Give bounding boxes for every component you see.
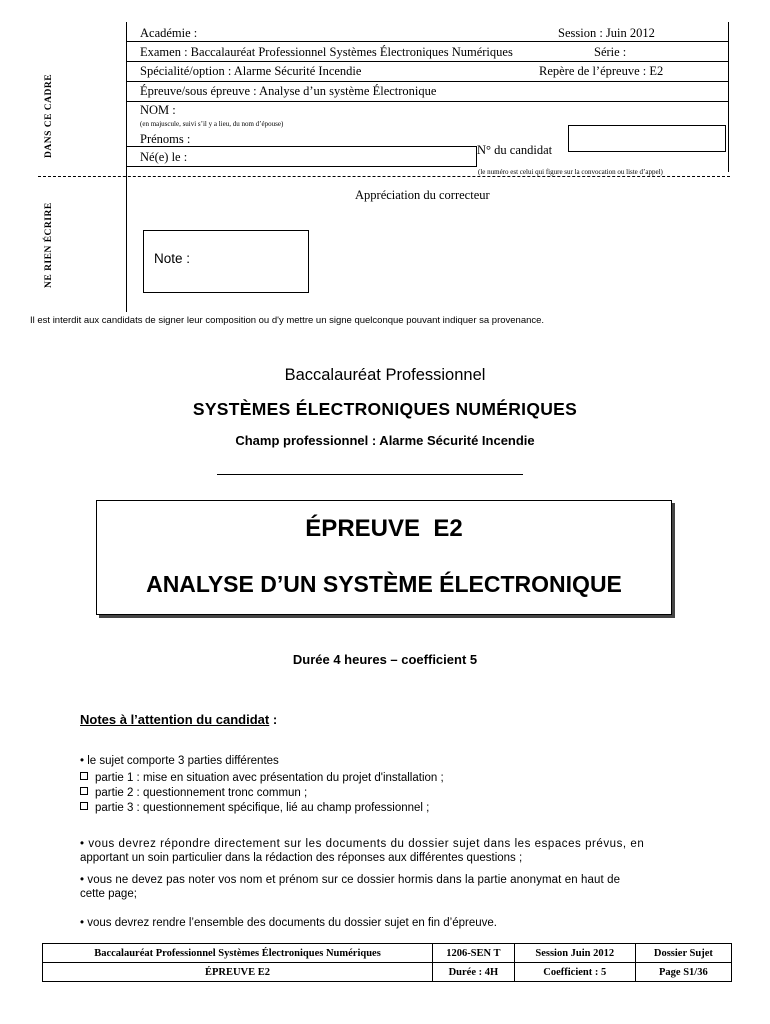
nom-hint: (en majuscule, suivi s’il y a lieu, du nom d’épouse): [140, 120, 284, 128]
footer-cell: Dossier Sujet: [635, 944, 731, 963]
note-part-3-text: partie 3 : questionnement spécifique, lié au champ professionnel ;: [95, 802, 430, 814]
candidate-number-field[interactable]: [568, 125, 726, 152]
checkbox-icon: [80, 772, 88, 780]
note-item: • le sujet comporte 3 parties différentes: [80, 755, 279, 767]
side-text-top: DANS CE CADRE: [44, 73, 54, 158]
footer-cell: Baccalauréat Professionnel Systèmes Électroniques Numériques: [43, 944, 433, 963]
note-box[interactable]: [143, 230, 309, 293]
duration-line: Durée 4 heures – coefficient 5: [292, 652, 478, 667]
footer-cell: Page S1/36: [635, 963, 731, 982]
notes-heading: [80, 712, 277, 727]
note-label: Note :: [154, 251, 191, 266]
epreuve-box: [96, 500, 672, 615]
footer-cell: Coefficient : 5: [514, 963, 635, 982]
checkbox-icon: [80, 802, 88, 810]
notes-heading-text: Notes à l’attention du candidat: [80, 712, 270, 727]
title-separator: [217, 474, 523, 475]
bac-title: Baccalauréat Professionnel: [284, 366, 486, 384]
appreciation-label: Appréciation du correcteur: [355, 188, 490, 202]
footer-table: [42, 943, 732, 982]
epreuve-sous-label: Épreuve/sous épreuve : Analyse d’un système Électronique: [140, 84, 437, 98]
academie-label: Académie :: [140, 26, 198, 40]
serie-label: Série :: [594, 45, 627, 59]
note-item: • vous devrez répondre directement sur les documents du dossier sujet dans les espaces prévus, en: [80, 838, 645, 850]
session-label: Session : Juin 2012: [558, 26, 655, 40]
note-item-cont: apportant un soin particulier dans la rédaction des réponses aux différentes questions ;: [80, 852, 523, 864]
repere-label: Repère de l’épreuve : E2: [539, 64, 664, 78]
candidate-number-label: N° du candidat: [477, 143, 553, 157]
footer-cell: Session Juin 2012: [514, 944, 635, 963]
birthdate-label: Né(e) le :: [140, 150, 188, 164]
note-part-2: [80, 787, 307, 799]
checkbox-icon: [80, 787, 88, 795]
note-item: • vous devrez rendre l’ensemble des documents du dossier sujet en fin d’épreuve.: [80, 917, 497, 929]
warning-text: Il est interdit aux candidats de signer leur composition ou d'y mettre un signe quelconque pouvant indiquer sa provenance.: [30, 315, 545, 326]
analyse-title: ANALYSE D’UN SYSTÈME ÉLECTRONIQUE: [146, 571, 622, 597]
note-item-cont: cette page;: [80, 888, 137, 900]
examen-label: Examen : Baccalauréat Professionnel Systèmes Électroniques Numériques: [140, 45, 513, 59]
champ-title: Champ professionnel : Alarme Sécurité Incendie: [235, 433, 535, 448]
footer-cell: 1206-SEN T: [433, 944, 515, 963]
note-item: • vous ne devez pas noter vos nom et prénom sur ce dossier hormis dans la partie anonymat en haut de: [80, 874, 621, 886]
note-part-2-text: partie 2 : questionnement tronc commun ;: [95, 787, 308, 799]
sen-title: SYSTÈMES ÉLECTRONIQUES NUMÉRIQUES: [192, 399, 578, 419]
note-part-1-text: partie 1 : mise en situation avec présentation du projet d'installation ;: [95, 772, 444, 784]
epreuve-title: ÉPREUVE E2: [305, 515, 463, 542]
nom-label: NOM :: [140, 103, 176, 117]
note-part-3: [80, 802, 429, 814]
footer-cell: ÉPREUVE E2: [43, 963, 433, 982]
candidate-number-hint: (le numéro est celui qui figure sur la convocation ou liste d’appel): [478, 168, 663, 176]
footer-cell: Durée : 4H: [433, 963, 515, 982]
notes-heading-suffix: :: [269, 712, 278, 727]
specialite-label: Spécialité/option : Alarme Sécurité Incendie: [140, 64, 362, 78]
prenoms-label: Prénoms :: [140, 132, 191, 146]
side-text-bottom: NE RIEN ÉCRIRE: [44, 202, 54, 288]
note-part-1: [80, 772, 444, 784]
